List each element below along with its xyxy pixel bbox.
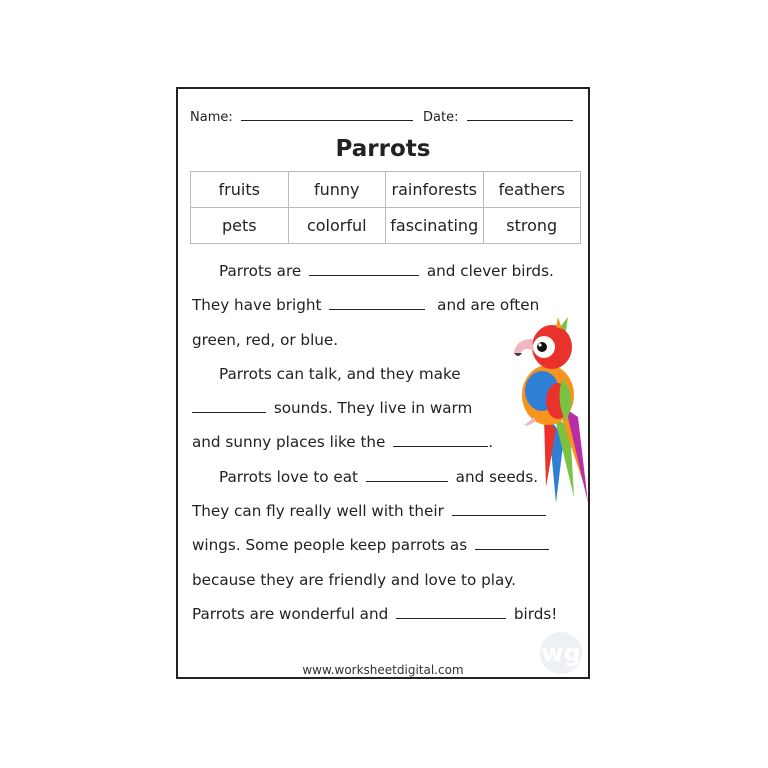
passage-text: They can fly really well with their xyxy=(192,502,444,521)
word-bank-row xyxy=(191,208,581,244)
word-bank-cell: funny xyxy=(288,172,386,208)
passage-text: They have bright xyxy=(192,296,322,315)
word-bank-cell: colorful xyxy=(288,208,386,244)
passage-text: Parrots are wonderful and xyxy=(192,604,389,623)
passage-text: wings. Some people keep parrots as xyxy=(192,536,468,555)
word-bank-cell: pets xyxy=(191,208,289,244)
blank-7[interactable] xyxy=(475,533,549,550)
blank-5[interactable] xyxy=(366,465,448,482)
header-fields xyxy=(190,109,573,125)
blank-2[interactable] xyxy=(329,293,425,310)
word-bank-cell: fascinating xyxy=(386,208,484,244)
date-field-line[interactable] xyxy=(467,109,573,121)
word-bank-cell: strong xyxy=(483,208,581,244)
word-bank-cell: fruits xyxy=(191,172,289,208)
passage-line xyxy=(192,254,587,288)
word-bank-table xyxy=(190,171,581,244)
logo-lettering: wg xyxy=(541,639,581,667)
passage-text: . xyxy=(488,433,494,452)
passage-text: Parrots love to eat xyxy=(219,467,359,486)
date-label: Date: xyxy=(423,110,459,125)
passage-text: Parrots can talk, and they make xyxy=(219,364,461,383)
passage-text: and clever birds. xyxy=(426,262,554,280)
passage-text: green, red, or blue. xyxy=(192,330,339,349)
blank-8[interactable] xyxy=(396,602,506,619)
worksheet xyxy=(176,87,590,679)
name-label: Name: xyxy=(190,110,233,125)
passage-line xyxy=(192,597,587,631)
passage-text: Parrots are xyxy=(219,262,302,280)
parrot-illustration xyxy=(508,317,588,509)
passage-line xyxy=(192,563,587,597)
blank-1[interactable] xyxy=(309,259,419,276)
passage-text: and seeds. xyxy=(455,467,539,486)
blank-3[interactable] xyxy=(192,396,266,413)
passage-text: and sunny places like the xyxy=(192,433,386,452)
footer-url: www.worksheetdigital.com xyxy=(302,663,464,677)
passage-text: birds! xyxy=(513,604,558,623)
passage-text: because they are friendly and love to play. xyxy=(192,570,516,589)
passage-text: sounds. They live in warm xyxy=(273,399,473,418)
blank-4[interactable] xyxy=(393,430,488,447)
passage-line xyxy=(192,528,587,562)
page-title: Parrots xyxy=(335,136,431,162)
word-bank-cell: rainforests xyxy=(386,172,484,208)
name-field-line[interactable] xyxy=(241,109,413,121)
word-bank-cell: feathers xyxy=(483,172,581,208)
passage-text: and are often xyxy=(437,296,540,315)
word-bank-row xyxy=(191,172,581,208)
